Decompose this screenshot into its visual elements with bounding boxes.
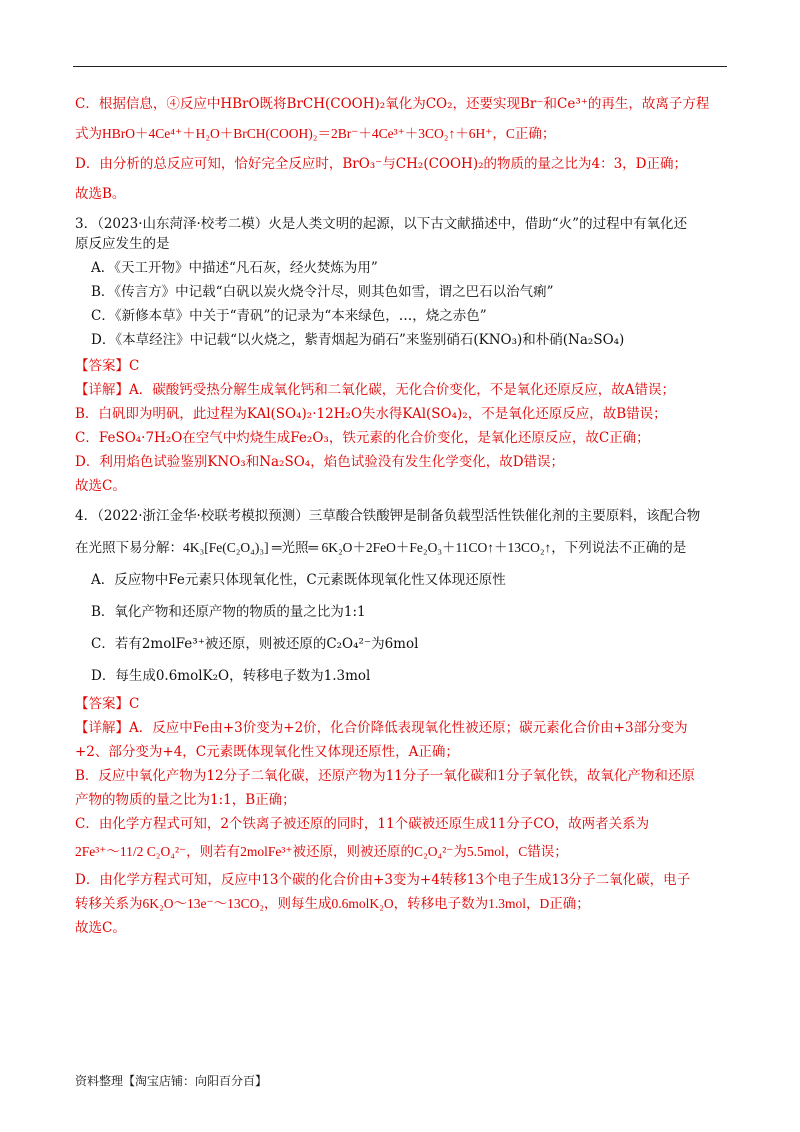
q4-stem-line1: 4．（2022·浙江金华·校联考模拟预测）三草酸合铁酸钾是制备负载型活性铁催化剂的主要原料，该配合物 — [75, 508, 701, 524]
q4-conclusion: 故选C。 — [75, 920, 126, 936]
q4-answer: 【答案】C — [75, 696, 140, 712]
q4-explain-a1: 【详解】A．反应中Fe由+3价变为+2价，化合价降低表现氧化性被还原；碳元素化合价由+3部分变为 — [75, 720, 688, 736]
q3-answer: 【答案】C — [75, 358, 140, 374]
q3-option-c: C．《新修本草》中关于“青矾”的记录为“本来绿色，…，烧之赤色” — [91, 308, 487, 324]
q3-stem-line1: 3．（2023·山东菏泽·校考二模）火是人类文明的起源，以下古文献描述中，借助“火”的过程中有氧化还 — [75, 216, 688, 232]
q4-explain-d1: D．由化学方程式可知，反应中13个碳的化合价由+3变为+4转移13个电子生成13分子二氧化碳，电子 — [75, 872, 691, 888]
q4-explain-d2: 转移关系为6K₂O～13e⁻～13CO₂，则每生成0.6molK₂O，转移电子数为1.3mol，D正确； — [75, 896, 590, 911]
q2-conclusion: 故选B。 — [75, 186, 126, 202]
header-rule — [73, 66, 727, 67]
q3-explain-b: B．白矾即为明矾，此过程为KAl(SO₄)₂·12H₂O失水得KAl(SO₄)₂，不是氧化还原反应，故B错误； — [75, 406, 667, 422]
q2-option-d: D．由分析的总反应可知，恰好完全反应时，BrO₃⁻与CH₂(COOH)₂的物质的量之比为4：3，D正确； — [75, 156, 688, 172]
q3-option-d: D．《本草经注》中记载“以火烧之，紫青烟起为硝石”来鉴别硝石(KNO₃)和朴硝(Na₂SO₄) — [91, 332, 625, 348]
q3-explain-d: D．利用焰色试验鉴别KNO₃和Na₂SO₄，焰色试验没有发生化学变化，故D错误； — [75, 454, 565, 470]
q3-option-b: B．《传言方》中记载“白矾以炭火烧令汁尽，则其色如雪，谓之巴石以治气痢” — [91, 284, 554, 300]
q3-conclusion: 故选C。 — [75, 478, 126, 494]
q4-explain-c1: C．由化学方程式可知，2个铁离子被还原的同时，11个碳被还原生成11分子CO，故两者关系为 — [75, 816, 650, 832]
q4-explain-c2: 2Fe³⁺～11/2 C₂O₄²⁻，则若有2molFe³⁺被还原，则被还原的C₂O₄²⁻为5.5mol，C错误； — [75, 844, 568, 859]
q4-option-a: A．反应物中Fe元素只体现氧化性，C元素既体现氧化性又体现还原性 — [91, 572, 506, 588]
q3-option-a: A．《天工开物》中描述“凡石灰，经火焚炼为用” — [91, 260, 378, 276]
q4-option-b: B．氧化产物和还原产物的物质的量之比为1:1 — [91, 604, 366, 620]
q3-explain-c: C．FeSO₄·7H₂O在空气中灼烧生成Fe₂O₃，铁元素的化合价变化，是氧化还原反应，故C正确； — [75, 430, 650, 446]
q4-option-d: D．每生成0.6molK₂O，转移电子数为1.3mol — [91, 668, 371, 684]
q4-option-c: C．若有2molFe³⁺被还原，则被还原的C₂O₄²⁻为6mol — [91, 636, 419, 652]
document-body — [75, 94, 727, 938]
q4-explain-b1: B．反应中氧化产物为12分子二氧化碳，还原产物为11分子一氧化碳和1分子氧化铁，故氧化产物和还原 — [75, 768, 695, 784]
q2-option-c-line2: 式为HBrO＋4Ce⁴⁺＋H₂O＋BrCH(COOH)₂＝2Br⁻＋4Ce³⁺＋3CO₂↑＋6H⁺，C正确； — [75, 126, 556, 141]
q2-option-c-line1: C．根据信息，④反应中HBrO既将BrCH(COOH)₂氧化为CO₂，还要实现Br⁻和Ce³⁺的再生，故离子方程 — [75, 96, 710, 112]
q3-explain-a: 【详解】A．碳酸钙受热分解生成氧化钙和二氧化碳，无化合价变化，不是氧化还原反应，故A错误； — [75, 382, 675, 398]
footer-note: 资料整理【淘宝店铺：向阳百分百】 — [75, 1074, 268, 1088]
q4-explain-b2: 产物的物质的量之比为1:1，B正确； — [75, 792, 296, 808]
q4-explain-a2: +2、部分变为+4，C元素既体现氧化性又体现还原性，A正确； — [75, 744, 459, 760]
q3-stem-line2: 原反应发生的是 — [75, 236, 170, 252]
q4-stem-line2: 在光照下易分解：4K₃[Fe(C₂O₄)₃] ═光照═ 6K₂O＋2FeO＋Fe₂O₃＋11CO↑＋13CO₂↑，下列说法不正确的是 — [75, 540, 687, 555]
